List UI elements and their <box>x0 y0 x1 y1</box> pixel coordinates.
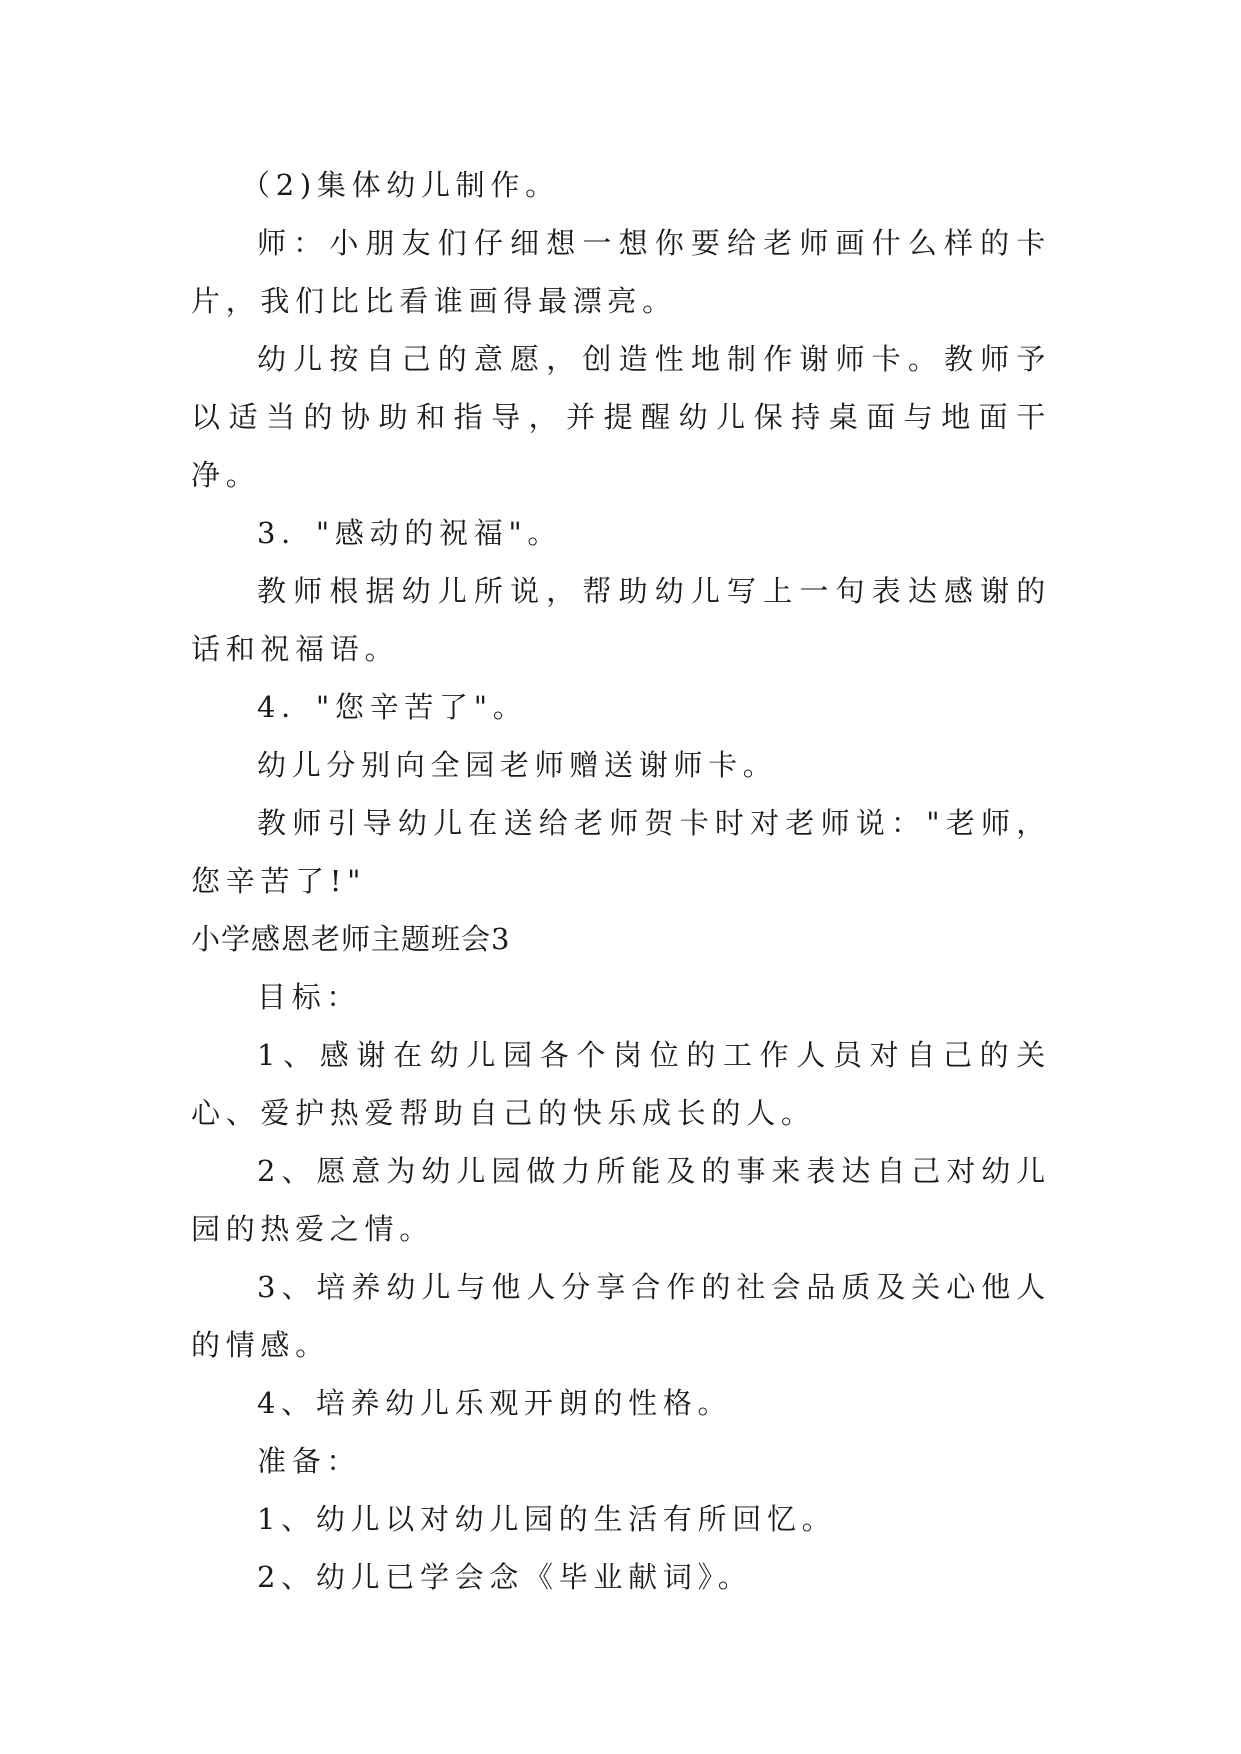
paragraph-step-4: 4．"您辛苦了"。 <box>257 690 528 724</box>
paragraph-goal-2: 2、愿意为幼儿园做力所能及的事来表达自己对幼儿园的热爱之情。 <box>191 1154 1051 1246</box>
paragraph-step-2: （2)集体幼儿制作。 <box>241 168 560 202</box>
paragraph-step-3: 3．"感动的祝福"。 <box>257 516 563 550</box>
section-heading: 小学感恩老师主题班会3 <box>191 922 511 956</box>
paragraph-goal-3: 3、培养幼儿与他人分享合作的社会品质及关心他人的情感。 <box>191 1270 1051 1362</box>
paragraph-preparation-2: 2、幼儿已学会念《毕业献词》。 <box>257 1560 753 1594</box>
paragraph-goal-4: 4、培养幼儿乐观开朗的性格。 <box>257 1386 733 1420</box>
paragraph-write-blessings: 教师根据幼儿所说，帮助幼儿写上一句表达感谢的话和祝福语。 <box>191 574 1051 666</box>
paragraph-preparation-1: 1、幼儿以对幼儿园的生活有所回忆。 <box>257 1502 837 1536</box>
paragraph-preparation-label: 准备： <box>257 1444 362 1478</box>
document-body <box>191 156 1051 1606</box>
paragraph-teacher-prompt: 师：小朋友们仔细想一想你要给老师画什么样的卡片，我们比比看谁画得最漂亮。 <box>191 226 1051 318</box>
paragraph-say-thanks: 教师引导幼儿在送给老师贺卡时对老师说："老师，您辛苦了!" <box>191 806 1051 898</box>
paragraph-goals-label: 目标： <box>257 980 362 1014</box>
paragraph-goal-1: 1、感谢在幼儿园各个岗位的工作人员对自己的关心、爱护热爱帮助自己的快乐成长的人。 <box>191 1038 1051 1130</box>
paragraph-give-cards: 幼儿分别向全园老师赠送谢师卡。 <box>257 748 778 782</box>
paragraph-children-make-cards: 幼儿按自己的意愿，创造性地制作谢师卡。教师予以适当的协助和指导，并提醒幼儿保持桌面与地面干净。 <box>191 342 1051 492</box>
